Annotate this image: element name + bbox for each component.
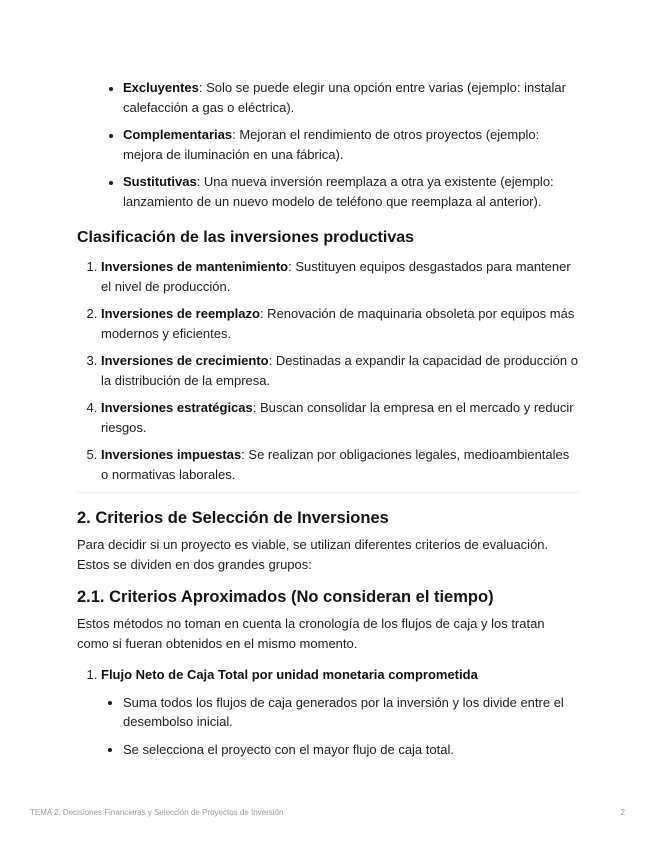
description: : Se realizan por obligaciones legales, medioambientales o normativas laborales. — [101, 447, 570, 482]
list-item — [101, 351, 579, 390]
aproximados-intro: Estos métodos no toman en cuenta la cronología de los flujos de caja y los tratan como si fueran obtenidos en el mismo momento. — [77, 616, 545, 651]
section-heading-aproximados: 2.1. Criterios Aproximados (No consideran el tiempo) — [77, 588, 494, 606]
description: : Mejoran el rendimiento de otros proyectos (ejemplo: mejora de iluminación en una fábrica). — [123, 127, 540, 162]
investment-types-list — [77, 78, 579, 211]
list-item: • Suma todos los flujos de caja generados por la inversión y los divide entre el desembolso inicial. — [123, 693, 579, 732]
list-item — [101, 445, 579, 484]
section-heading-clasificacion: Clasificación de las inversiones productivas — [77, 229, 415, 246]
term: Inversiones impuestas — [101, 447, 242, 462]
term: Inversiones de crecimiento — [101, 353, 269, 368]
list-item — [101, 257, 579, 296]
list-item — [101, 398, 579, 437]
term: Complementarias — [123, 127, 233, 142]
page-number: 2 — [620, 808, 625, 817]
description: : Buscan consolidar la empresa en el mercado y reducir riesgos. — [101, 400, 574, 435]
sub-list — [101, 693, 579, 760]
list-item — [101, 665, 579, 759]
description: : Sustituyen equipos desgastados para mantener el nivel de producción. — [101, 259, 571, 294]
term: Inversiones de reemplazo — [101, 306, 260, 321]
term: Inversiones estratégicas — [101, 400, 253, 415]
list-item: • Se selecciona el proyecto con el mayor flujo de caja total. — [123, 740, 579, 760]
list-item — [123, 125, 579, 164]
term: Inversiones de mantenimiento — [101, 259, 289, 274]
term: Excluyentes — [123, 80, 199, 95]
list-item — [123, 172, 579, 211]
term: Sustitutivas — [123, 174, 197, 189]
item-title: Flujo Neto de Caja Total por unidad monetaria comprometida — [101, 667, 478, 682]
list-item — [123, 78, 579, 117]
criterios-intro: Para decidir si un proyecto es viable, se utilizan diferentes criterios de evaluación. Estos se dividen en dos grandes grupos: — [77, 537, 549, 572]
footer-title: TEMA 2. Decisiones Financieras y Selección de Proyectos de Inversión — [30, 808, 284, 817]
description: : Una nueva inversión reemplaza a otra ya existente (ejemplo: lanzamiento de un nuevo modelo de teléfono que reemplaza al anterior). — [123, 174, 554, 209]
description: : Destinadas a expandir la capacidad de producción o la distribución de la empresa. — [101, 353, 578, 388]
description: : Renovación de maquinaria obsoleta por equipos más modernos y eficientes. — [101, 306, 575, 341]
section-divider — [77, 492, 579, 493]
aproximados-list — [77, 665, 579, 759]
description: : Solo se puede elegir una opción entre varias (ejemplo: instalar calefacción a gas o eléctrica). — [123, 80, 566, 115]
section-heading-criterios: 2. Criterios de Selección de Inversiones — [77, 509, 389, 527]
list-item — [101, 304, 579, 343]
clasificacion-list — [77, 257, 579, 484]
document-content — [77, 70, 579, 767]
